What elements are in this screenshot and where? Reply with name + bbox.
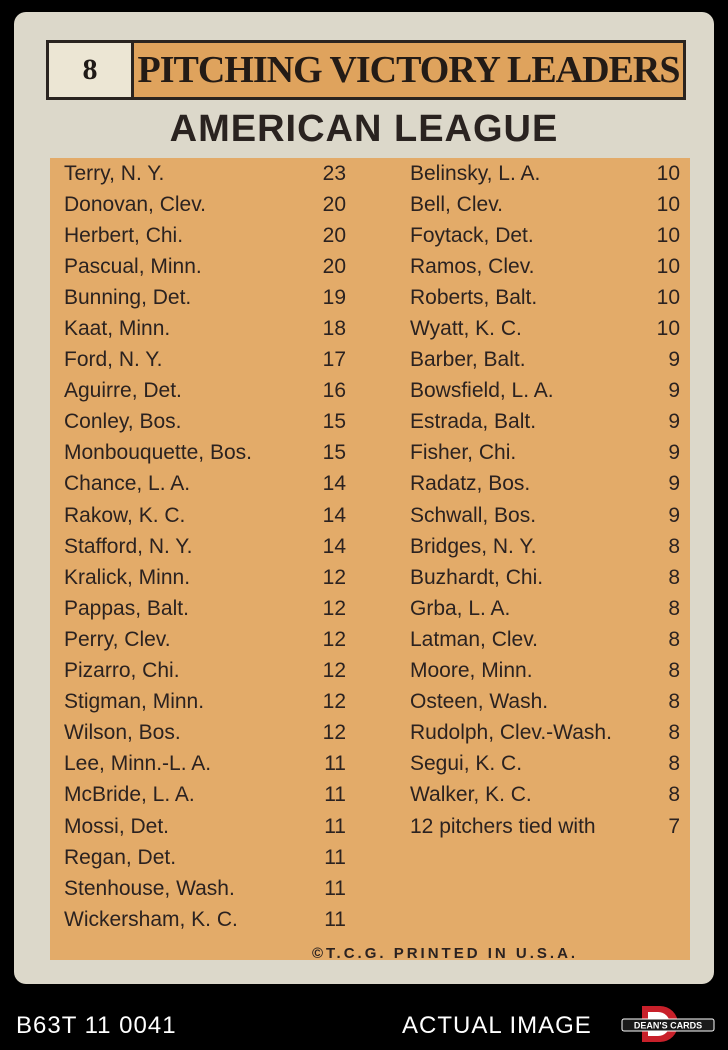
pitcher-name: Latman, Clev. (410, 627, 538, 651)
leader-row (410, 624, 680, 655)
leader-row (410, 811, 680, 842)
win-count: 14 (322, 503, 346, 527)
pitcher-name: Ramos, Clev. (410, 254, 535, 278)
pitcher-name: Moore, Minn. (410, 659, 533, 683)
pitcher-name: Perry, Clev. (64, 627, 171, 651)
win-count: 15 (322, 410, 346, 434)
leader-row (64, 282, 346, 313)
win-count: 12 (322, 596, 346, 620)
pitcher-name: Segui, K. C. (410, 752, 523, 776)
win-count: 8 (668, 659, 680, 683)
pitcher-name: Osteen, Wash. (410, 690, 549, 714)
win-count: 12 (322, 627, 346, 651)
leader-row (64, 593, 346, 624)
leader-row (64, 251, 346, 282)
leader-row (410, 469, 680, 500)
pitcher-name: Regan, Det. (64, 845, 177, 869)
pitcher-name: Terry, N. Y. (64, 161, 165, 185)
pitcher-name: Wilson, Bos. (64, 721, 181, 745)
leader-row (64, 500, 346, 531)
leader-row (410, 718, 680, 749)
win-count: 12 (322, 659, 346, 683)
card-number: 8 (46, 40, 134, 100)
win-count: 12 (322, 721, 346, 745)
leader-row (410, 531, 680, 562)
leader-row (410, 282, 680, 313)
leader-row (64, 873, 346, 904)
leader-row (410, 189, 680, 220)
pitcher-name: Donovan, Clev. (64, 192, 207, 216)
pitcher-name: Lee, Minn.-L. A. (64, 752, 212, 776)
trading-card (14, 12, 714, 984)
leader-row (64, 469, 346, 500)
win-count: 14 (322, 534, 346, 558)
win-count: 23 (322, 161, 346, 185)
leader-row (410, 656, 680, 687)
win-count: 20 (322, 192, 346, 216)
pitcher-name: Radatz, Bos. (410, 472, 531, 496)
leader-row (410, 158, 680, 189)
leader-row (64, 531, 346, 562)
leader-row (64, 624, 346, 655)
win-count: 8 (668, 690, 680, 714)
pitcher-name: Stafford, N. Y. (64, 534, 193, 558)
pitcher-name: Estrada, Balt. (410, 410, 537, 434)
win-count: 16 (322, 379, 346, 403)
pitcher-name: McBride, L. A. (64, 783, 195, 807)
pitcher-name: Wyatt, K. C. (410, 317, 522, 341)
win-count: 20 (322, 223, 346, 247)
right-leaders-column (410, 158, 680, 842)
win-count: 8 (668, 752, 680, 776)
pitcher-name: Stenhouse, Wash. (64, 876, 235, 900)
leaders-panel (50, 158, 690, 960)
win-count: 10 (656, 161, 680, 185)
win-count: 8 (668, 783, 680, 807)
win-count: 8 (668, 534, 680, 558)
leader-row (410, 251, 680, 282)
leader-row (410, 220, 680, 251)
leader-row (64, 562, 346, 593)
win-count: 15 (322, 441, 346, 465)
leader-row (410, 438, 680, 469)
pitcher-name: Schwall, Bos. (410, 503, 537, 527)
pitcher-name: Pappas, Balt. (64, 596, 189, 620)
win-count: 12 (322, 690, 346, 714)
win-count: 10 (656, 223, 680, 247)
leader-row (64, 313, 346, 344)
win-count: 9 (668, 503, 680, 527)
leader-row (64, 842, 346, 873)
leader-row (410, 500, 680, 531)
leader-row (64, 376, 346, 407)
win-count: 11 (324, 845, 346, 869)
leader-row (410, 593, 680, 624)
sku-label: B63T 11 0041 (16, 1012, 177, 1039)
pitcher-name: Bunning, Det. (64, 285, 192, 309)
pitcher-name: Pascual, Minn. (64, 254, 202, 278)
leader-row (64, 438, 346, 469)
pitcher-name: Buzhardt, Chi. (410, 565, 544, 589)
win-count: 20 (322, 254, 346, 278)
pitcher-name: Barber, Balt. (410, 348, 526, 372)
leader-row (64, 345, 346, 376)
leader-row (410, 345, 680, 376)
pitcher-name: Rudolph, Clev.-Wash. (410, 721, 612, 745)
pitcher-name: Chance, L. A. (64, 472, 191, 496)
pitcher-name: Belinsky, L. A. (410, 161, 541, 185)
win-count: 9 (668, 472, 680, 496)
pitcher-name: Bell, Clev. (410, 192, 503, 216)
pitcher-name: Wickersham, K. C. (64, 907, 238, 931)
pitcher-name: Foytack, Det. (410, 223, 534, 247)
win-count: 11 (324, 814, 346, 838)
win-count: 17 (322, 348, 346, 372)
leader-row (410, 562, 680, 593)
win-count: 10 (656, 192, 680, 216)
leader-row (64, 189, 346, 220)
win-count: 9 (668, 348, 680, 372)
win-count: 8 (668, 565, 680, 589)
leader-row (64, 718, 346, 749)
deans-cards-logo-icon (620, 1004, 716, 1044)
pitcher-name: 12 pitchers tied with (410, 814, 596, 838)
pitcher-name: Pizarro, Chi. (64, 659, 180, 683)
leader-row (64, 687, 346, 718)
win-count: 10 (656, 317, 680, 341)
pitcher-name: Kralick, Minn. (64, 565, 191, 589)
actual-image-label: ACTUAL IMAGE (402, 1012, 592, 1039)
leader-row (64, 904, 346, 935)
leader-row (410, 687, 680, 718)
win-count: 11 (324, 783, 346, 807)
pitcher-name: Kaat, Minn. (64, 317, 171, 341)
pitcher-name: Roberts, Balt. (410, 285, 538, 309)
pitcher-name: Stigman, Minn. (64, 690, 205, 714)
win-count: 8 (668, 627, 680, 651)
pitcher-name: Rakow, K. C. (64, 503, 186, 527)
win-count: 8 (668, 721, 680, 745)
win-count: 12 (322, 565, 346, 589)
win-count: 8 (668, 596, 680, 620)
win-count: 10 (656, 254, 680, 278)
win-count: 18 (322, 317, 346, 341)
card-title: PITCHING VICTORY LEADERS (134, 40, 686, 100)
logo-text: DEAN'S CARDS (633, 1020, 703, 1031)
pitcher-name: Conley, Bos. (64, 410, 182, 434)
leader-row (64, 811, 346, 842)
leader-row (64, 407, 346, 438)
leader-row (64, 780, 346, 811)
leader-row (64, 220, 346, 251)
win-count: 9 (668, 379, 680, 403)
pitcher-name: Ford, N. Y. (64, 348, 163, 372)
leader-row (64, 656, 346, 687)
pitcher-name: Grba, L. A. (410, 596, 511, 620)
leader-row (410, 749, 680, 780)
pitcher-name: Bridges, N. Y. (410, 534, 537, 558)
pitcher-name: Aguirre, Det. (64, 379, 182, 403)
leader-row (410, 407, 680, 438)
copyright-footer: ©T.C.G. PRINTED IN U.S.A. (312, 945, 579, 962)
pitcher-name: Monbouquette, Bos. (64, 441, 252, 465)
leader-row (410, 780, 680, 811)
win-count: 11 (324, 876, 346, 900)
pitcher-name: Walker, K. C. (410, 783, 532, 807)
pitcher-name: Herbert, Chi. (64, 223, 184, 247)
leader-row (64, 158, 346, 189)
win-count: 10 (656, 285, 680, 309)
leader-row (410, 376, 680, 407)
leader-row (64, 749, 346, 780)
win-count: 14 (322, 472, 346, 496)
win-count: 9 (668, 441, 680, 465)
win-count: 7 (668, 814, 680, 838)
win-count: 11 (324, 752, 346, 776)
win-count: 19 (322, 285, 346, 309)
pitcher-name: Fisher, Chi. (410, 441, 517, 465)
win-count: 9 (668, 410, 680, 434)
pitcher-name: Bowsfield, L. A. (410, 379, 554, 403)
league-heading: AMERICAN LEAGUE (169, 108, 559, 150)
pitcher-name: Mossi, Det. (64, 814, 170, 838)
win-count: 11 (324, 907, 346, 931)
leader-row (410, 313, 680, 344)
left-leaders-column (64, 158, 346, 935)
